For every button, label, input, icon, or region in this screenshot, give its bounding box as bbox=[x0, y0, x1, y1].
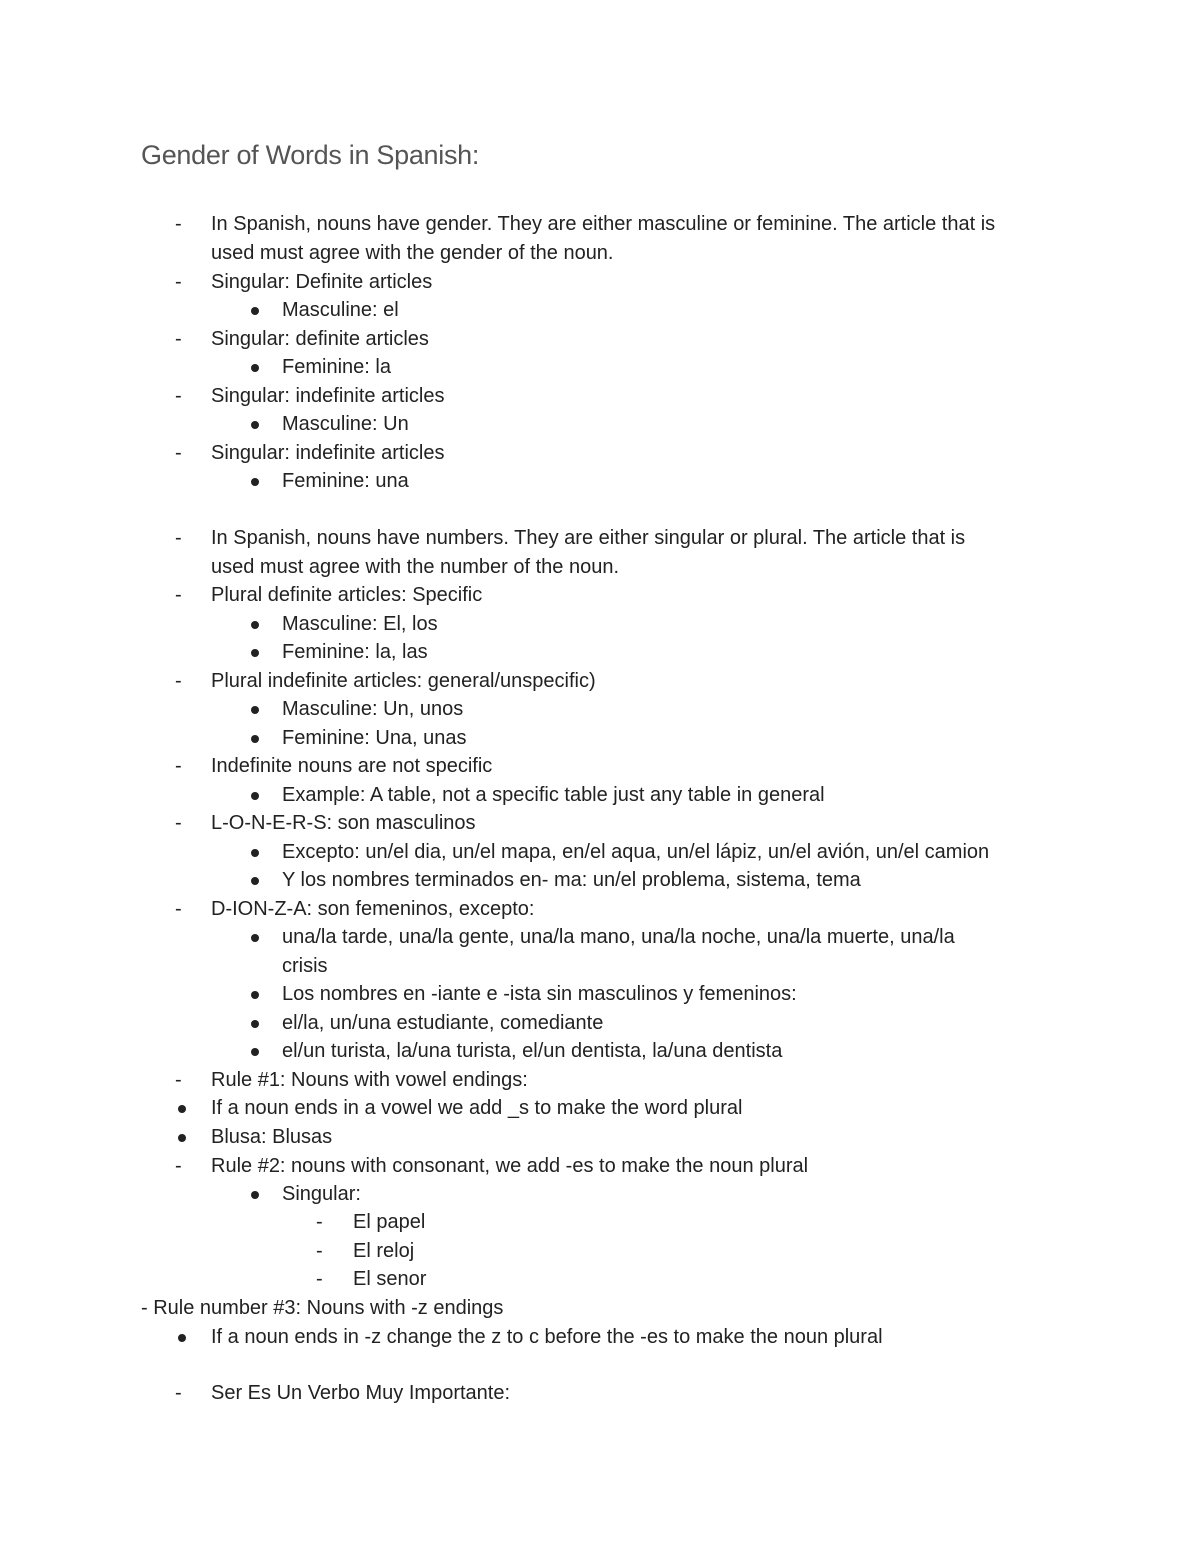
list-item: Y los nombres terminados en- ma: un/el problema, sistema, tema bbox=[282, 869, 861, 891]
list-item: Masculine: Un bbox=[282, 413, 409, 435]
list-item: used must agree with the gender of the noun. bbox=[211, 242, 614, 264]
list-item: Plural indefinite articles: general/unspecific) bbox=[211, 670, 596, 692]
list-item: Singular: indefinite articles bbox=[211, 442, 445, 464]
list-item: El senor bbox=[353, 1268, 427, 1290]
bullet-dot-icon bbox=[251, 877, 259, 885]
list-item: Singular: bbox=[282, 1183, 361, 1205]
list-item: el/un turista, la/una turista, el/un dentista, la/una dentista bbox=[282, 1040, 783, 1062]
list-item: - Rule number #3: Nouns with -z endings bbox=[141, 1297, 504, 1319]
list-item: Masculine: El, los bbox=[282, 613, 438, 635]
bullet-dot-icon bbox=[251, 735, 259, 743]
dash-bullet-marker: - bbox=[175, 1382, 182, 1404]
dash-bullet-marker: - bbox=[316, 1268, 323, 1290]
list-item: D-ION-Z-A: son femeninos, excepto: bbox=[211, 898, 535, 920]
bullet-dot-icon bbox=[251, 1191, 259, 1199]
list-item: El papel bbox=[353, 1211, 426, 1233]
list-item: Rule #1: Nouns with vowel endings: bbox=[211, 1069, 528, 1091]
bullet-dot-icon bbox=[251, 706, 259, 714]
list-item: If a noun ends in -z change the z to c before the -es to make the noun plural bbox=[211, 1326, 883, 1348]
dash-bullet-marker: - bbox=[175, 755, 182, 777]
dash-bullet-marker: - bbox=[316, 1240, 323, 1262]
list-item: Feminine: Una, unas bbox=[282, 727, 467, 749]
list-item: Blusa: Blusas bbox=[211, 1126, 333, 1148]
bullet-dot-icon bbox=[251, 934, 259, 942]
list-item: Los nombres en -iante e -ista sin masculinos y femeninos: bbox=[282, 983, 797, 1005]
list-item: Example: A table, not a specific table just any table in general bbox=[282, 784, 825, 806]
list-item: L-O-N-E-R-S: son masculinos bbox=[211, 812, 476, 834]
list-item: Plural definite articles: Specific bbox=[211, 584, 483, 606]
dash-bullet-marker: - bbox=[175, 812, 182, 834]
dash-bullet-marker: - bbox=[175, 670, 182, 692]
dash-bullet-marker: - bbox=[175, 328, 182, 350]
list-item: Masculine: Un, unos bbox=[282, 698, 464, 720]
list-item: Excepto: un/el dia, un/el mapa, en/el aqua, un/el lápiz, un/el avión, un/el camion bbox=[282, 841, 990, 863]
bullet-dot-icon bbox=[251, 849, 259, 857]
bullet-dot-icon bbox=[251, 649, 259, 657]
list-item: Masculine: el bbox=[282, 299, 399, 321]
dash-bullet-marker: - bbox=[175, 442, 182, 464]
bullet-dot-icon bbox=[251, 364, 259, 372]
bullet-dot-icon bbox=[178, 1134, 186, 1142]
dash-bullet-marker: - bbox=[175, 898, 182, 920]
list-item: Singular: definite articles bbox=[211, 328, 429, 350]
list-item: Feminine: la, las bbox=[282, 641, 428, 663]
dash-bullet-marker: - bbox=[175, 527, 182, 549]
dash-bullet-marker: - bbox=[175, 213, 182, 235]
bullet-dot-icon bbox=[251, 792, 259, 800]
list-item: Feminine: una bbox=[282, 470, 409, 492]
bullet-dot-icon bbox=[251, 991, 259, 999]
list-item: una/la tarde, una/la gente, una/la mano, una/la noche, una/la muerte, una/la bbox=[282, 926, 955, 948]
bullet-dot-icon bbox=[251, 621, 259, 629]
bullet-dot-icon bbox=[178, 1334, 186, 1342]
dash-bullet-marker: - bbox=[175, 584, 182, 606]
list-item: Singular: indefinite articles bbox=[211, 385, 445, 407]
list-item: In Spanish, nouns have gender. They are either masculine or feminine. The article that is bbox=[211, 213, 996, 235]
list-item: If a noun ends in a vowel we add _s to make the word plural bbox=[211, 1097, 743, 1119]
list-item: used must agree with the number of the noun. bbox=[211, 556, 620, 578]
list-item: Ser Es Un Verbo Muy Importante: bbox=[211, 1382, 511, 1404]
list-item: Singular: Definite articles bbox=[211, 271, 433, 293]
bullet-dot-icon bbox=[251, 1048, 259, 1056]
list-item: In Spanish, nouns have numbers. They are either singular or plural. The article that is bbox=[211, 527, 966, 549]
dash-bullet-marker: - bbox=[175, 1069, 182, 1091]
bullet-dot-icon bbox=[251, 1020, 259, 1028]
bullet-dot-icon bbox=[178, 1105, 186, 1113]
list-item: el/la, un/una estudiante, comediante bbox=[282, 1012, 604, 1034]
list-item: El reloj bbox=[353, 1240, 415, 1262]
dash-bullet-marker: - bbox=[175, 271, 182, 293]
list-item: Rule #2: nouns with consonant, we add -es to make the noun plural bbox=[211, 1155, 809, 1177]
bullet-dot-icon bbox=[251, 421, 259, 429]
dash-bullet-marker: - bbox=[316, 1211, 323, 1233]
bullet-dot-icon bbox=[251, 307, 259, 315]
bullet-dot-icon bbox=[251, 478, 259, 486]
list-item: crisis bbox=[282, 955, 328, 977]
dash-bullet-marker: - bbox=[175, 385, 182, 407]
dash-bullet-marker: - bbox=[175, 1155, 182, 1177]
list-item: Feminine: la bbox=[282, 356, 391, 378]
page-title: Gender of Words in Spanish: bbox=[141, 140, 480, 170]
list-item: Indefinite nouns are not specific bbox=[211, 755, 493, 777]
